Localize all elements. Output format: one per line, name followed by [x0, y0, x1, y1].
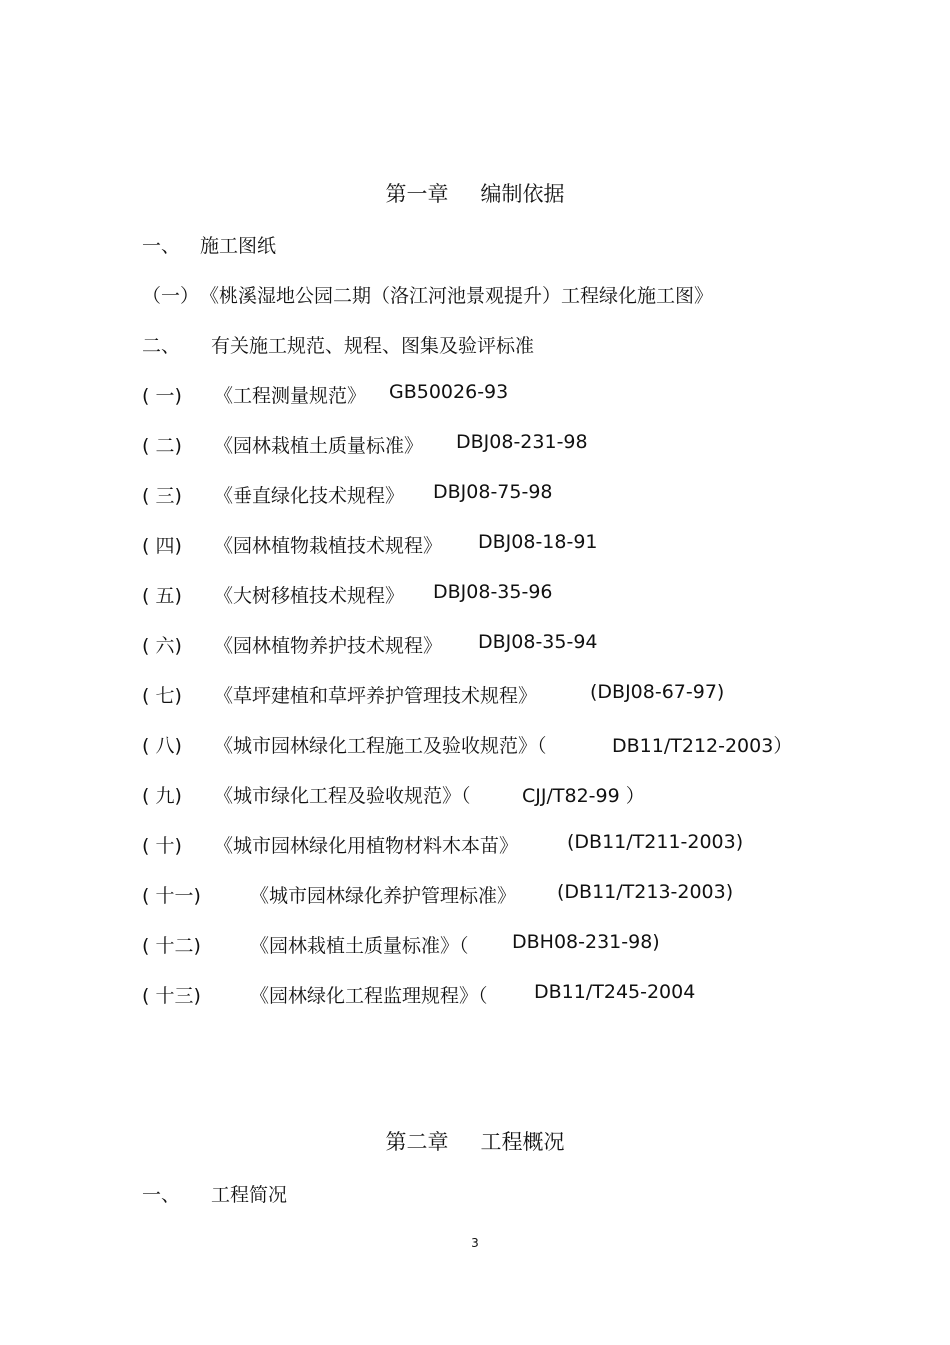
- standard-1-code: GB50026-93: [389, 381, 509, 403]
- standard-5-number: ( 五): [142, 585, 182, 607]
- standard-1-number: ( 一): [142, 385, 182, 407]
- section-3-number: 一、: [142, 1184, 181, 1206]
- section-2-title: 有关施工规范、规程、图集及验评标准: [211, 335, 535, 357]
- standard-9-title: 《城市绿化工程及验收规范》（: [214, 785, 471, 807]
- standard-8-number: ( 八): [142, 735, 182, 757]
- standard-4-title: 《园林植物栽植技术规程》: [214, 535, 443, 557]
- standard-12-code: DBH08-231-98): [512, 931, 660, 953]
- chapter-2-heading: [0, 1126, 950, 1156]
- standard-1-title: 《工程测量规范》: [214, 385, 367, 407]
- standard-10-code: (DB11/T211-2003): [567, 831, 744, 853]
- chapter-2-prefix: 第二章: [385, 1130, 449, 1154]
- standard-2-number: ( 二): [142, 435, 182, 457]
- section-1-title: 施工图纸: [200, 235, 277, 257]
- standard-4-number: ( 四): [142, 535, 182, 557]
- standard-12-number: ( 十二): [142, 935, 201, 957]
- standard-11-number: ( 十一): [142, 885, 201, 907]
- standard-13-code: DB11/T245-2004: [534, 981, 696, 1003]
- standard-3-number: ( 三): [142, 485, 182, 507]
- standard-8-title: 《城市园林绿化工程施工及验收规范》（: [214, 735, 547, 757]
- standard-11-code: (DB11/T213-2003): [557, 881, 734, 903]
- chapter-1-prefix: 第一章: [385, 182, 449, 206]
- standard-13-number: ( 十三): [142, 985, 201, 1007]
- standard-3-code: DBJ08-75-98: [433, 481, 553, 503]
- standard-2-code: DBJ08-231-98: [456, 431, 588, 453]
- section-3-title: 工程简况: [211, 1184, 288, 1206]
- section-1-number: 一、: [142, 235, 181, 257]
- standard-9-number: ( 九): [142, 785, 182, 807]
- standard-11-title: 《城市园林绿化养护管理标准》: [250, 885, 517, 907]
- standard-7-title: 《草坪建植和草坪养护管理技术规程》: [214, 685, 538, 707]
- drawing-item-number: （一）: [142, 285, 200, 307]
- standard-7-number: ( 七): [142, 685, 182, 707]
- chapter-2-title: 工程概况: [480, 1130, 565, 1154]
- standard-3-title: 《垂直绿化技术规程》: [214, 485, 405, 507]
- drawing-item-title: 《桃溪湿地公园二期（洛江河池景观提升）工程绿化施工图》: [200, 285, 714, 307]
- standard-12-title: 《园林栽植土质量标准》（: [250, 935, 469, 957]
- standard-6-number: ( 六): [142, 635, 182, 657]
- standard-10-number: ( 十): [142, 835, 182, 857]
- standard-2-title: 《园林栽植土质量标准》: [214, 435, 424, 457]
- standard-6-code: DBJ08-35-94: [478, 631, 598, 653]
- section-2-number: 二、: [142, 335, 181, 357]
- chapter-1-heading: [0, 178, 950, 208]
- standard-10-title: 《城市园林绿化用植物材料木本苗》: [214, 835, 519, 857]
- standard-5-title: 《大树移植技术规程》: [214, 585, 405, 607]
- standard-5-code: DBJ08-35-96: [433, 581, 553, 603]
- standard-8-code: DB11/T212-2003）: [612, 735, 793, 757]
- page-number: 3: [471, 1236, 479, 1250]
- standard-6-title: 《园林植物养护技术规程》: [214, 635, 443, 657]
- standard-9-code: CJJ/T82-99 ）: [522, 785, 645, 807]
- standard-13-title: 《园林绿化工程监理规程》（: [250, 985, 488, 1007]
- standard-7-code: (DBJ08-67-97): [590, 681, 725, 703]
- standard-4-code: DBJ08-18-91: [478, 531, 598, 553]
- chapter-1-title: 编制依据: [480, 182, 565, 206]
